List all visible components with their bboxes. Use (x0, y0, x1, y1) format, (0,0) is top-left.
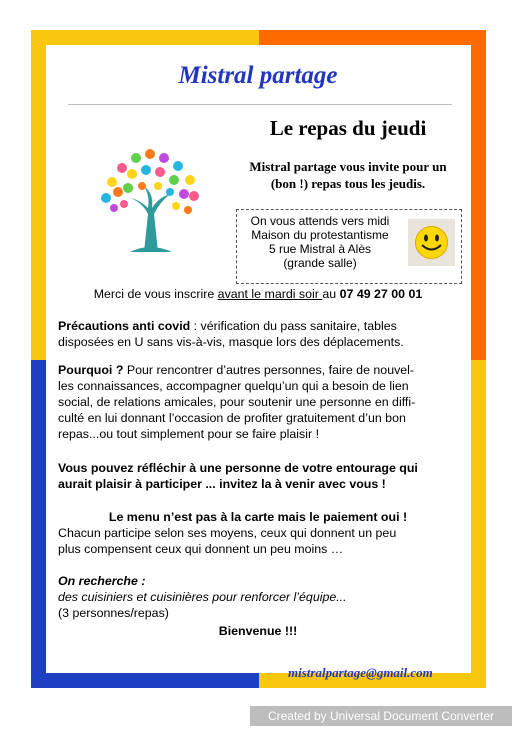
precautions-paragraph (58, 318, 458, 350)
reflect-paragraph (58, 460, 458, 492)
registration-deadline: avant le mardi soir (217, 287, 323, 301)
tree-of-hands-icon (92, 142, 208, 252)
location-line: On vous attends vers midi (250, 214, 390, 228)
why-label: Pourquoi ? (58, 363, 124, 377)
precautions-label: Précautions anti covid (58, 319, 191, 333)
location-line: (grande salle) (283, 256, 357, 270)
recruit-heading: On recherche : (58, 574, 146, 588)
location-text (237, 214, 403, 270)
title-divider (68, 104, 452, 105)
smiley-icon (408, 219, 455, 266)
frame-right-bottom (471, 360, 486, 688)
phone-number: 07 49 27 00 01 (339, 287, 423, 301)
precautions-text: disposées en U sans vis-à-vis, masque lors des déplacements. (58, 335, 404, 349)
registration-middle: au (322, 287, 340, 301)
why-text: social, de relations amicales, pour soutenir une personne en diffi- (58, 395, 416, 409)
converter-watermark: Created by Universal Document Converter (250, 706, 512, 726)
why-text: les connaissances, accompagner quelqu’un qui a besoin de lien (58, 379, 409, 393)
precautions-text: : vérification du pass sanitaire, tables (190, 319, 397, 333)
menu-text: plus compensent ceux qui donnent un peu moins … (58, 542, 344, 556)
recruit-text: des cuisiniers et cuisinières pour renforcer l’équipe... (58, 590, 347, 604)
location-line: 5 rue Mistral à Alès (268, 242, 372, 256)
poster-title: Mistral partage (178, 62, 338, 89)
why-text: culté en lui donnant l’occasion de profiter gratuitement d’un bon (58, 411, 406, 425)
invite-line: Mistral partage vous invite pour un (249, 159, 447, 174)
why-text: repas...ou tout simplement pour se faire plaisir ! (58, 427, 320, 441)
location-line: Maison du protestantisme (251, 228, 389, 242)
invite-line: (bon !) repas tous les jeudis. (270, 176, 426, 191)
registration-line (58, 286, 458, 302)
reflect-text: aurait plaisir à participer ... invitez la à venir avec vous ! (58, 477, 386, 491)
invite-text (232, 158, 464, 192)
why-text: Pour rencontrer d’autres personnes, faire de nouvel- (123, 363, 415, 377)
menu-paragraph (58, 509, 458, 557)
event-title: Le repas du jeudi (269, 116, 427, 140)
reflect-text: Vous pouvez réfléchir à une personne de votre entourage qui (58, 461, 418, 475)
frame-left-bottom (31, 360, 46, 688)
registration-prefix: Merci de vous inscrire (93, 287, 218, 301)
menu-text: Chacun participe selon ses moyens, ceux qui donnent un peu (58, 526, 397, 540)
location-box (236, 209, 462, 284)
why-paragraph (58, 362, 458, 442)
menu-heading: Le menu n’est pas à la carte mais le paiement oui ! (108, 510, 408, 524)
recruit-text: (3 personnes/repas) (58, 606, 169, 620)
frame-bottom-left (31, 673, 259, 688)
frame-top-left (31, 30, 259, 45)
contact-email[interactable]: mistralpartage@gmail.com (288, 665, 433, 680)
welcome-text: Bienvenue !!! (218, 624, 298, 638)
frame-top-right (259, 30, 486, 45)
recruit-paragraph (58, 573, 458, 621)
